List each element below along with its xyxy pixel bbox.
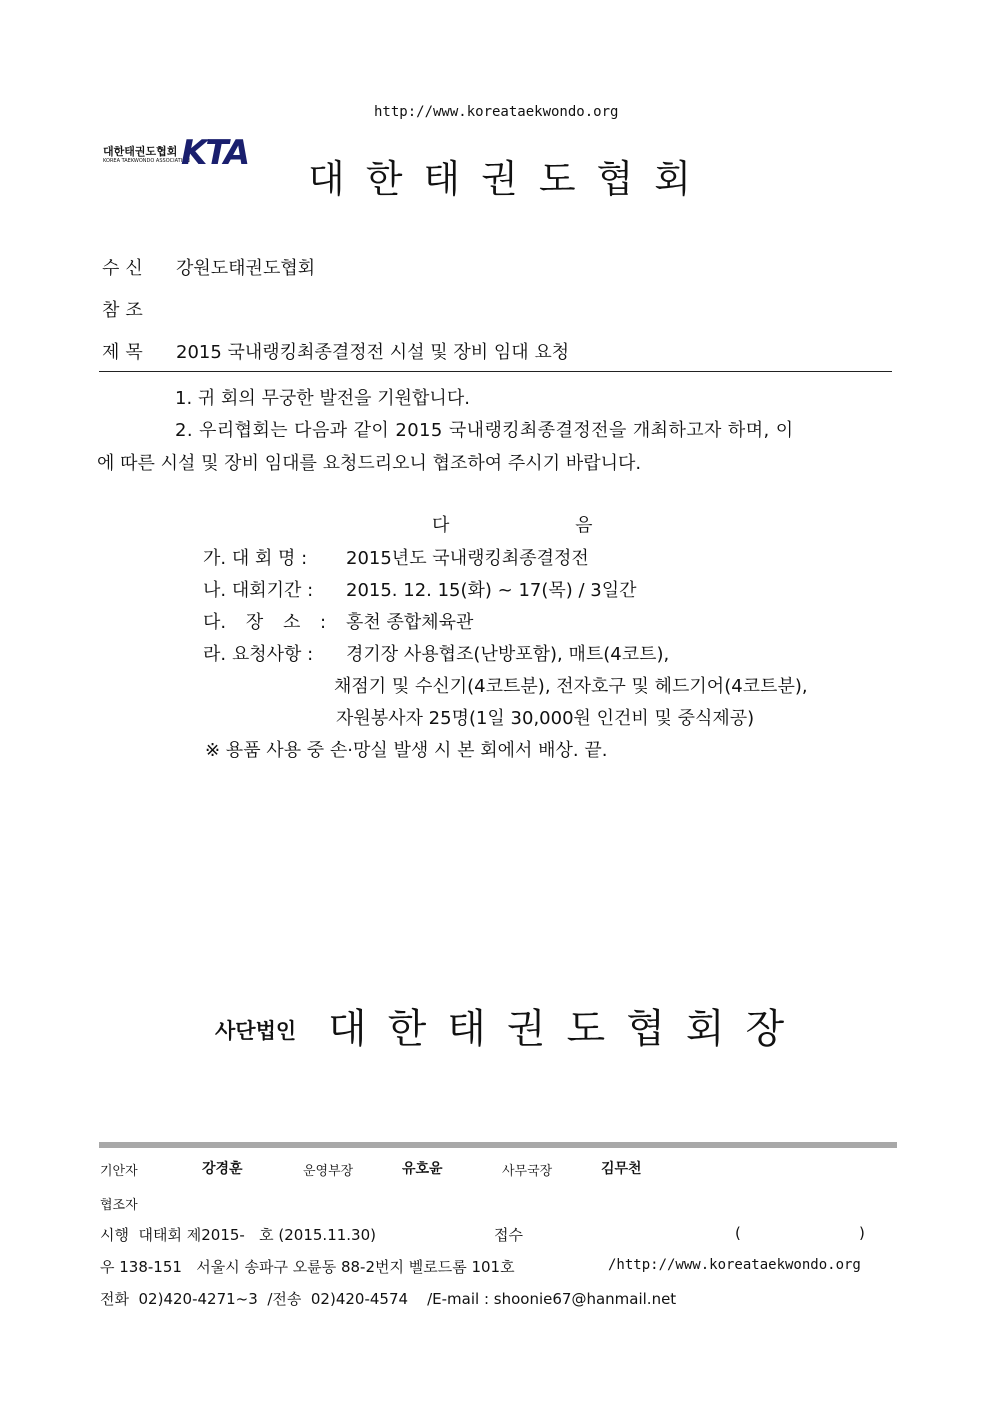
detail-label-name: 가. 대 회 명 : bbox=[203, 548, 308, 569]
receipt-paren-close: ) bbox=[859, 1224, 865, 1242]
detail-request-continued-2: 자원봉사자 25명(1일 30,000원 인건비 및 중식제공) bbox=[336, 708, 755, 729]
contact-line: 전화 02)420-4271~3 /전송 02)420-4574 /E-mail : shoonie67@hanmail.net bbox=[100, 1290, 677, 1308]
drafter-label: 기안자 bbox=[100, 1164, 138, 1179]
footer-divider bbox=[99, 1142, 897, 1148]
paragraph-1: 1. 귀 회의 무궁한 발전을 기원합니다. bbox=[175, 388, 470, 409]
detail-label-request: 라. 요청사항 : bbox=[203, 644, 314, 665]
detail-label-period: 나. 대회기간 : bbox=[203, 580, 314, 601]
logo-korean-text: 대한태권도협회 bbox=[103, 145, 178, 158]
logo-kta-mark: KTA bbox=[181, 133, 249, 173]
receipt-label: 접수 bbox=[494, 1226, 523, 1244]
detail-value-request: 경기장 사용협조(난방포함), 매트(4코트), bbox=[346, 644, 670, 665]
detail-value-venue: 홍천 종합체육관 bbox=[346, 612, 474, 633]
drafter-name: 강경훈 bbox=[202, 1161, 243, 1177]
kta-logo bbox=[103, 133, 253, 173]
liability-note: ※ 용품 사용 중 손·망실 발생 시 본 회에서 배상. 끝. bbox=[205, 740, 608, 761]
detail-label-venue: 다. 장 소 : bbox=[203, 612, 327, 633]
detail-value-name: 2015년도 국내랭킹최종결정전 bbox=[346, 548, 589, 569]
subject-label: 제목 bbox=[102, 342, 149, 363]
header-url: http://www.koreataekwondo.org bbox=[374, 104, 619, 120]
detail-request-continued-1: 채점기 및 수신기(4코트분), 전자호구 및 헤드기어(4코트분), bbox=[334, 676, 808, 697]
address-line: 우 138-151 서울시 송파구 오륜동 88-2번지 벨로드롬 101호 bbox=[100, 1258, 515, 1276]
details-heading: 다 음 bbox=[432, 515, 653, 536]
manager-label: 운영부장 bbox=[303, 1164, 354, 1179]
paragraph-2-line-2: 에 따른 시설 및 장비 임대를 요청드리오니 협조하여 주시기 바랍니다. bbox=[97, 453, 642, 474]
manager-name: 유호윤 bbox=[402, 1161, 443, 1177]
header-divider bbox=[99, 371, 892, 372]
receipt-paren-open: ( bbox=[735, 1224, 741, 1242]
recipient-label: 수신 bbox=[102, 258, 149, 279]
reference-label: 참조 bbox=[102, 300, 149, 321]
subject-value: 2015 국내랭킹최종결정전 시설 및 장비 임대 요청 bbox=[176, 342, 570, 363]
secretary-name: 김무천 bbox=[601, 1161, 642, 1177]
issue-line: 시행 대태회 제2015- 호 (2015.11.30) bbox=[100, 1226, 376, 1244]
paragraph-2-line-1: 2. 우리협회는 다음과 같이 2015 국내랭킹최종결정전을 개최하고자 하며, 이 bbox=[175, 420, 794, 441]
recipient-value: 강원도태권도협회 bbox=[176, 258, 316, 279]
detail-value-period: 2015. 12. 15(화) ~ 17(목) / 3일간 bbox=[346, 580, 637, 601]
signature-title: 대한태권도협회장 bbox=[328, 1006, 806, 1052]
cooperator-label: 협조자 bbox=[100, 1198, 138, 1213]
secretary-label: 사무국장 bbox=[502, 1164, 553, 1179]
signature-prefix: 사단법인 bbox=[215, 1019, 297, 1043]
organization-title: 대한태권도협회 bbox=[308, 157, 712, 201]
logo-english-text: KOREA TAEKWONDO ASSOCIATION bbox=[103, 158, 190, 164]
address-url: /http://www.koreataekwondo.org bbox=[608, 1257, 861, 1273]
